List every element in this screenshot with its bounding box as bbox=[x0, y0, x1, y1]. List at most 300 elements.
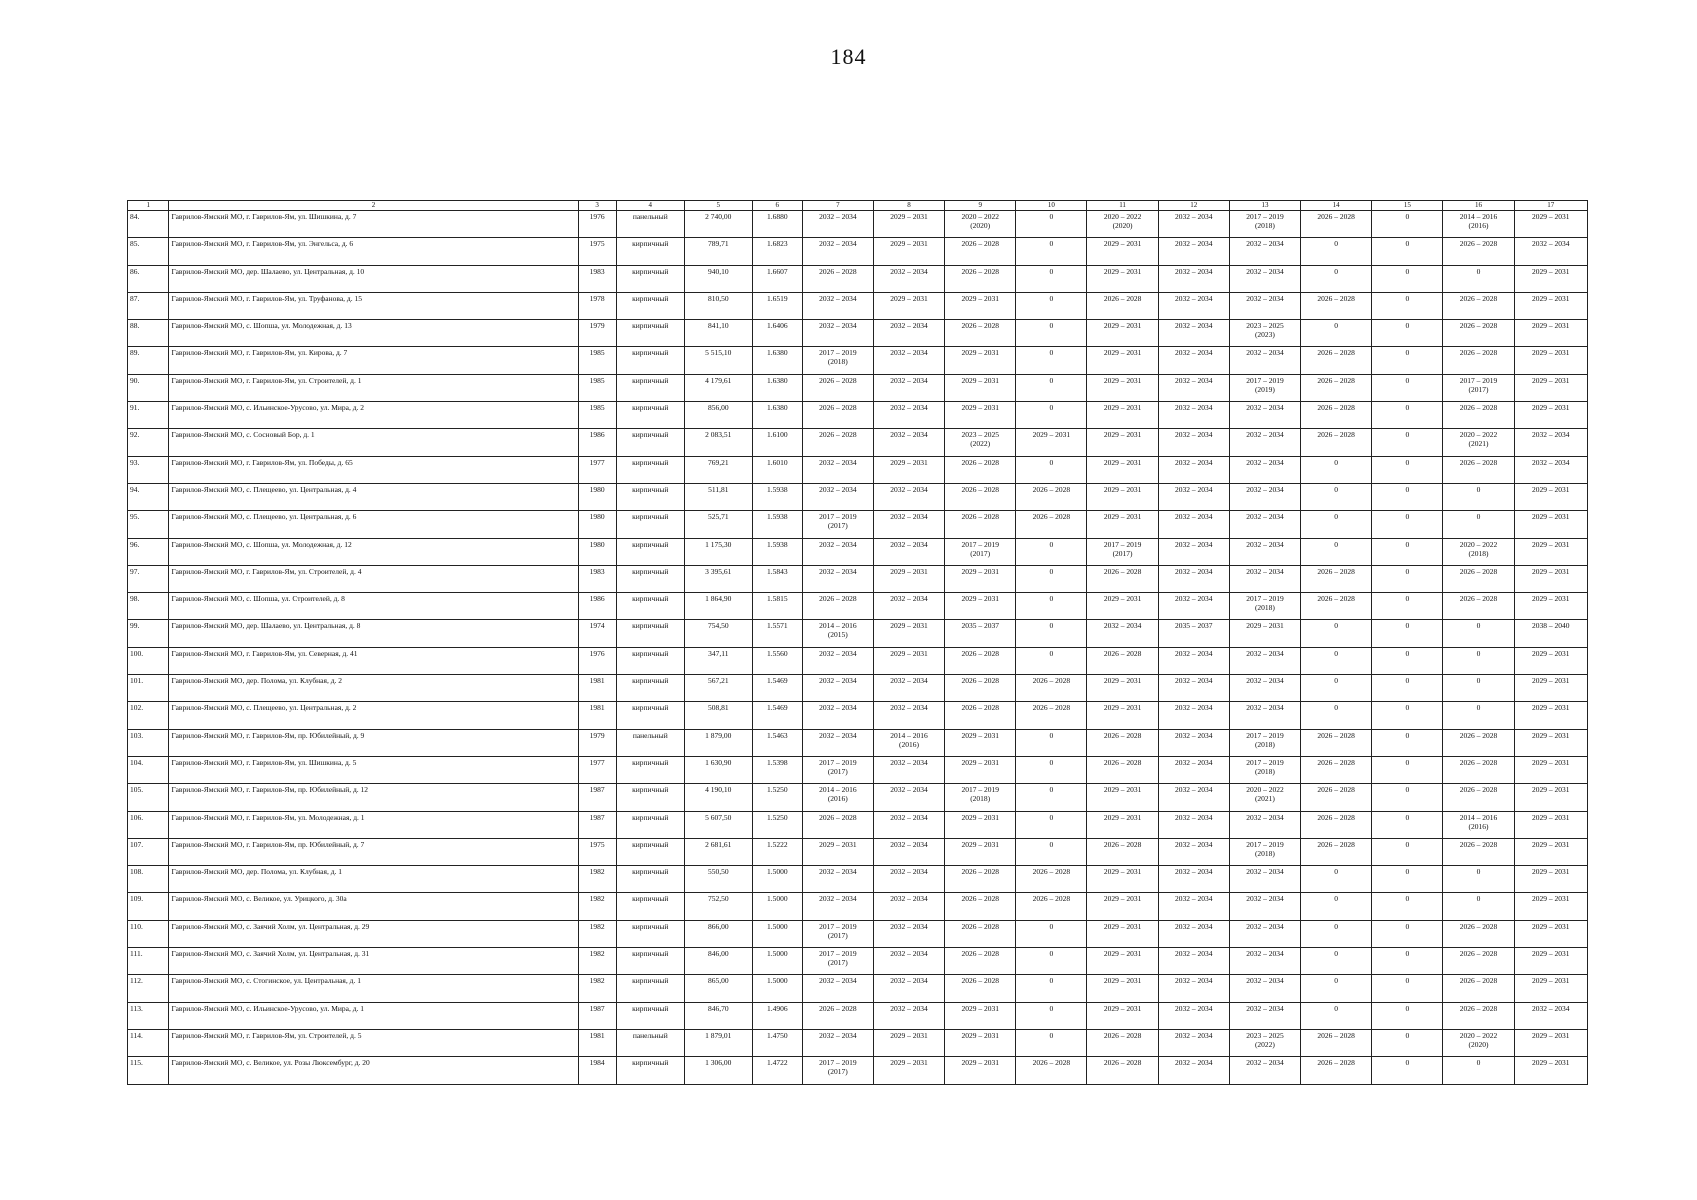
row-number-cell: 111. bbox=[128, 948, 169, 975]
value-cell: 2032 – 2034 bbox=[873, 784, 944, 811]
value-cell: 2032 – 2034 bbox=[1158, 593, 1229, 620]
value-cell: 2032 – 2034 bbox=[873, 866, 944, 893]
value-cell: 2026 – 2028 bbox=[1016, 675, 1087, 702]
column-header-15: 15 bbox=[1372, 201, 1443, 211]
value-cell: 2032 – 2034 bbox=[873, 429, 944, 456]
value-cell: 0 bbox=[1301, 538, 1372, 565]
period-text: 2020 – 2022 bbox=[961, 212, 999, 221]
value-cell: 2029 – 2031 bbox=[1514, 292, 1587, 319]
value-cell: 2029 – 2031 bbox=[1514, 320, 1587, 347]
table-row bbox=[128, 675, 1588, 702]
value-cell: 0 bbox=[1372, 756, 1443, 783]
period-text: 2023 – 2025 bbox=[1246, 321, 1284, 331]
value-cell bbox=[1229, 784, 1300, 811]
value-cell: 2029 – 2031 bbox=[1514, 511, 1587, 538]
row-number-cell: 101. bbox=[128, 675, 169, 702]
value-cell: 754,50 bbox=[684, 620, 752, 647]
value-cell: 2032 – 2034 bbox=[1229, 265, 1300, 292]
row-number-cell: 102. bbox=[128, 702, 169, 729]
value-cell: 2029 – 2031 bbox=[1087, 374, 1158, 401]
value-cell bbox=[1229, 593, 1300, 620]
value-cell: 2032 – 2034 bbox=[802, 292, 873, 319]
year-text: (2016) bbox=[1468, 221, 1489, 230]
period-text: 2017 – 2019 bbox=[1459, 375, 1498, 385]
value-cell bbox=[1443, 429, 1514, 456]
value-cell: 1.6380 bbox=[752, 402, 802, 429]
value-cell bbox=[802, 1057, 873, 1084]
value-cell: 567,21 bbox=[684, 675, 752, 702]
value-cell bbox=[1229, 1029, 1300, 1056]
value-cell: 1982 bbox=[578, 975, 616, 1002]
value-cell: 2029 – 2031 bbox=[945, 838, 1016, 865]
value-cell: 2029 – 2031 bbox=[945, 1002, 1016, 1029]
value-cell: 2026 – 2028 bbox=[1443, 292, 1514, 319]
column-header-8: 8 bbox=[873, 201, 944, 211]
address-cell: Гаврилов-Ямский МО, с. Великое, ул. Розы Люксембург, д. 20 bbox=[169, 1057, 578, 1084]
value-cell: 2026 – 2028 bbox=[1443, 593, 1514, 620]
value-cell: 2029 – 2031 bbox=[1514, 729, 1587, 756]
column-header-4: 4 bbox=[616, 201, 684, 211]
table-row bbox=[128, 538, 1588, 565]
value-cell: 1.5469 bbox=[752, 675, 802, 702]
value-cell: 2032 – 2034 bbox=[1158, 538, 1229, 565]
value-cell: 2032 – 2034 bbox=[1229, 511, 1300, 538]
row-number-cell: 107. bbox=[128, 838, 169, 865]
value-cell: 2026 – 2028 bbox=[1016, 1057, 1087, 1084]
period-text: 2017 – 2019 bbox=[961, 785, 999, 795]
value-cell: 2029 – 2031 bbox=[945, 729, 1016, 756]
value-cell: 1976 bbox=[578, 211, 616, 238]
value-cell: 2032 – 2034 bbox=[1229, 1002, 1300, 1029]
period-text: 2017 – 2019 bbox=[819, 949, 857, 959]
value-cell: 2026 – 2028 bbox=[1301, 211, 1372, 238]
value-cell: 2029 – 2031 bbox=[873, 238, 944, 265]
value-cell: кирпичный bbox=[616, 265, 684, 292]
value-cell: 2026 – 2028 bbox=[1016, 483, 1087, 510]
year-text: (2015) bbox=[827, 630, 848, 640]
value-cell: 1987 bbox=[578, 1002, 616, 1029]
value-cell: 1.6519 bbox=[752, 292, 802, 319]
value-cell: 2032 – 2034 bbox=[1158, 292, 1229, 319]
value-cell: 1.5250 bbox=[752, 811, 802, 838]
value-cell: 846,70 bbox=[684, 1002, 752, 1029]
value-cell: 2029 – 2031 bbox=[873, 211, 944, 238]
column-header-17: 17 bbox=[1514, 201, 1587, 211]
value-cell: 1.5815 bbox=[752, 593, 802, 620]
value-cell: 2038 – 2040 bbox=[1514, 620, 1587, 647]
period-text: 2017 – 2019 bbox=[1246, 375, 1284, 385]
value-cell: 1.6010 bbox=[752, 456, 802, 483]
value-cell: 2035 – 2037 bbox=[1158, 620, 1229, 647]
value-cell: 2026 – 2028 bbox=[945, 320, 1016, 347]
value-cell: 1987 bbox=[578, 784, 616, 811]
address-cell: Гаврилов-Ямский МО, г. Гаврилов-Ям, ул. Молодежная, д. 1 bbox=[169, 811, 578, 838]
value-cell: 0 bbox=[1372, 211, 1443, 238]
value-cell: 0 bbox=[1301, 483, 1372, 510]
period-text: 2014 – 2016 bbox=[1459, 812, 1498, 822]
value-cell: 1.6406 bbox=[752, 320, 802, 347]
value-cell bbox=[802, 920, 873, 947]
table-row bbox=[128, 211, 1588, 238]
value-cell: 2029 – 2031 bbox=[1087, 702, 1158, 729]
value-cell: 2032 – 2034 bbox=[873, 702, 944, 729]
value-cell: 1.6823 bbox=[752, 238, 802, 265]
value-cell: 2032 – 2034 bbox=[802, 456, 873, 483]
value-cell: 2029 – 2031 bbox=[1514, 838, 1587, 865]
value-cell: кирпичный bbox=[616, 948, 684, 975]
value-cell: 1 879,01 bbox=[684, 1029, 752, 1056]
value-cell: кирпичный bbox=[616, 565, 684, 592]
table-row bbox=[128, 238, 1588, 265]
row-number-cell: 96. bbox=[128, 538, 169, 565]
row-number-cell: 89. bbox=[128, 347, 169, 374]
period-text: 2017 – 2019 bbox=[819, 1058, 857, 1068]
value-cell bbox=[1229, 729, 1300, 756]
period-text: 2017 – 2019 bbox=[1103, 539, 1142, 549]
year-text: (2021) bbox=[1468, 439, 1489, 449]
value-cell: 2032 – 2034 bbox=[1158, 402, 1229, 429]
value-cell: 2029 – 2031 bbox=[1514, 675, 1587, 702]
column-number-header bbox=[128, 201, 1588, 211]
value-cell: 2026 – 2028 bbox=[1443, 948, 1514, 975]
table-row bbox=[128, 784, 1588, 811]
value-cell: 2026 – 2028 bbox=[802, 429, 873, 456]
value-cell: кирпичный bbox=[616, 920, 684, 947]
value-cell: 2032 – 2034 bbox=[873, 483, 944, 510]
period-text: 2020 – 2022 bbox=[1103, 212, 1142, 221]
value-cell: кирпичный bbox=[616, 347, 684, 374]
value-cell: 0 bbox=[1443, 675, 1514, 702]
value-cell: 2029 – 2031 bbox=[1514, 920, 1587, 947]
year-text: (2021) bbox=[1254, 794, 1275, 804]
value-cell: 2029 – 2031 bbox=[945, 347, 1016, 374]
value-cell: 1981 bbox=[578, 702, 616, 729]
value-cell: 2029 – 2031 bbox=[1514, 647, 1587, 674]
column-header-1: 1 bbox=[128, 201, 169, 211]
value-cell: 2032 – 2034 bbox=[1229, 1057, 1300, 1084]
year-text: (2017) bbox=[827, 766, 848, 776]
value-cell: 2032 – 2034 bbox=[1158, 1002, 1229, 1029]
value-cell: 2029 – 2031 bbox=[945, 565, 1016, 592]
value-cell bbox=[802, 948, 873, 975]
value-cell: 1.5250 bbox=[752, 784, 802, 811]
value-cell: 2029 – 2031 bbox=[1087, 675, 1158, 702]
value-cell: кирпичный bbox=[616, 374, 684, 401]
value-cell: 2032 – 2034 bbox=[1158, 1029, 1229, 1056]
address-cell: Гаврилов-Ямский МО, с. Ильинское-Урусово, ул. Мира, д. 1 bbox=[169, 1002, 578, 1029]
value-cell: 1984 bbox=[578, 1057, 616, 1084]
value-cell bbox=[945, 538, 1016, 565]
value-cell bbox=[1229, 838, 1300, 865]
value-cell bbox=[1229, 211, 1300, 238]
value-cell: кирпичный bbox=[616, 456, 684, 483]
value-cell: 2029 – 2031 bbox=[1514, 1057, 1587, 1084]
value-cell: 0 bbox=[1372, 1057, 1443, 1084]
page-number: 184 bbox=[830, 44, 867, 69]
table-row bbox=[128, 1029, 1588, 1056]
address-cell: Гаврилов-Ямский МО, с. Заячий Холм, ул. Центральная, д. 29 bbox=[169, 920, 578, 947]
value-cell: 0 bbox=[1301, 893, 1372, 920]
value-cell: 2026 – 2028 bbox=[802, 1002, 873, 1029]
value-cell: 866,00 bbox=[684, 920, 752, 947]
value-cell: 2026 – 2028 bbox=[1301, 838, 1372, 865]
value-cell: 2 083,51 bbox=[684, 429, 752, 456]
value-cell: 2026 – 2028 bbox=[1016, 702, 1087, 729]
year-text: (2016) bbox=[827, 794, 848, 804]
period-text: 2017 – 2019 bbox=[819, 348, 857, 358]
value-cell: 769,21 bbox=[684, 456, 752, 483]
value-cell: 3 395,61 bbox=[684, 565, 752, 592]
table-row bbox=[128, 647, 1588, 674]
value-cell: 0 bbox=[1372, 565, 1443, 592]
value-cell: 789,71 bbox=[684, 238, 752, 265]
value-cell: 2032 – 2034 bbox=[1158, 920, 1229, 947]
value-cell: 0 bbox=[1016, 1029, 1087, 1056]
value-cell: 2029 – 2031 bbox=[1514, 538, 1587, 565]
value-cell: 1980 bbox=[578, 538, 616, 565]
value-cell: 2032 – 2034 bbox=[873, 402, 944, 429]
value-cell: 0 bbox=[1443, 620, 1514, 647]
value-cell: 0 bbox=[1372, 347, 1443, 374]
value-cell: кирпичный bbox=[616, 483, 684, 510]
value-cell: 2026 – 2028 bbox=[945, 675, 1016, 702]
year-text: (2018) bbox=[1254, 603, 1275, 613]
value-cell: 0 bbox=[1016, 402, 1087, 429]
value-cell: 0 bbox=[1301, 675, 1372, 702]
value-cell: 2032 – 2034 bbox=[1229, 456, 1300, 483]
value-cell: 846,00 bbox=[684, 948, 752, 975]
address-cell: Гаврилов-Ямский МО, дер. Шалаево, ул. Центральная, д. 10 bbox=[169, 265, 578, 292]
value-cell: 2026 – 2028 bbox=[802, 811, 873, 838]
value-cell: кирпичный bbox=[616, 702, 684, 729]
address-cell: Гаврилов-Ямский МО, г. Гаврилов-Ям, ул. Кирова, д. 7 bbox=[169, 347, 578, 374]
period-text: 2017 – 2019 bbox=[1246, 594, 1284, 604]
value-cell: 1979 bbox=[578, 729, 616, 756]
value-cell: 2032 – 2034 bbox=[873, 838, 944, 865]
value-cell: 2029 – 2031 bbox=[1514, 784, 1587, 811]
address-cell: Гаврилов-Ямский МО, г. Гаврилов-Ям, ул. Строителей, д. 4 bbox=[169, 565, 578, 592]
value-cell: 2026 – 2028 bbox=[1443, 456, 1514, 483]
value-cell: 1977 bbox=[578, 756, 616, 783]
period-text: 2017 – 2019 bbox=[1246, 757, 1284, 767]
year-text: (2018) bbox=[1254, 766, 1275, 776]
value-cell: 1.6380 bbox=[752, 374, 802, 401]
period-text: 2023 – 2025 bbox=[1246, 1030, 1284, 1040]
value-cell: 2032 – 2034 bbox=[1229, 347, 1300, 374]
value-cell: 2029 – 2031 bbox=[1514, 211, 1587, 238]
row-number-cell: 85. bbox=[128, 238, 169, 265]
table-row bbox=[128, 320, 1588, 347]
value-cell: 2026 – 2028 bbox=[1301, 374, 1372, 401]
value-cell: 2026 – 2028 bbox=[945, 483, 1016, 510]
address-cell: Гаврилов-Ямский МО, с. Ильинское-Урусово, ул. Мира, д. 2 bbox=[169, 402, 578, 429]
value-cell bbox=[802, 784, 873, 811]
value-cell: 0 bbox=[1372, 1002, 1443, 1029]
value-cell: 2029 – 2031 bbox=[1087, 347, 1158, 374]
year-text: (2017) bbox=[1468, 384, 1489, 394]
column-header-6: 6 bbox=[752, 201, 802, 211]
value-cell: 1982 bbox=[578, 866, 616, 893]
value-cell: 1.6880 bbox=[752, 211, 802, 238]
row-number-cell: 106. bbox=[128, 811, 169, 838]
row-number-cell: 86. bbox=[128, 265, 169, 292]
value-cell: 2032 – 2034 bbox=[873, 675, 944, 702]
value-cell: 2029 – 2031 bbox=[1514, 1029, 1587, 1056]
address-cell: Гаврилов-Ямский МО, с. Шопша, ул. Молодежная, д. 12 bbox=[169, 538, 578, 565]
row-number-cell: 87. bbox=[128, 292, 169, 319]
value-cell: 2029 – 2031 bbox=[945, 811, 1016, 838]
value-cell: 0 bbox=[1016, 811, 1087, 838]
value-cell: 2029 – 2031 bbox=[1087, 784, 1158, 811]
value-cell: 2032 – 2034 bbox=[1158, 975, 1229, 1002]
value-cell: 511,81 bbox=[684, 483, 752, 510]
value-cell: 0 bbox=[1372, 374, 1443, 401]
value-cell: 1.5398 bbox=[752, 756, 802, 783]
value-cell: 2032 – 2034 bbox=[802, 1029, 873, 1056]
row-number-cell: 97. bbox=[128, 565, 169, 592]
value-cell: 1978 bbox=[578, 292, 616, 319]
value-cell: 2032 – 2034 bbox=[1229, 702, 1300, 729]
value-cell: кирпичный bbox=[616, 1002, 684, 1029]
value-cell: 2026 – 2028 bbox=[802, 374, 873, 401]
value-cell: 2026 – 2028 bbox=[1301, 565, 1372, 592]
value-cell bbox=[1087, 538, 1158, 565]
value-cell: 2026 – 2028 bbox=[1301, 1057, 1372, 1084]
address-cell: Гаврилов-Ямский МО, с. Заячий Холм, ул. Центральная, д. 31 bbox=[169, 948, 578, 975]
row-number-cell: 98. bbox=[128, 593, 169, 620]
value-cell: 2029 – 2031 bbox=[1087, 456, 1158, 483]
value-cell: 2029 – 2031 bbox=[1514, 565, 1587, 592]
value-cell: 2026 – 2028 bbox=[1087, 729, 1158, 756]
value-cell: 2032 – 2034 bbox=[873, 593, 944, 620]
value-cell bbox=[1443, 538, 1514, 565]
value-cell: 2032 – 2034 bbox=[1229, 429, 1300, 456]
value-cell: 865,00 bbox=[684, 975, 752, 1002]
value-cell: 1983 bbox=[578, 565, 616, 592]
value-cell: 0 bbox=[1372, 593, 1443, 620]
value-cell: 2026 – 2028 bbox=[945, 702, 1016, 729]
period-text: 2017 – 2019 bbox=[1246, 730, 1284, 740]
value-cell: 1981 bbox=[578, 675, 616, 702]
value-cell: 2032 – 2034 bbox=[1158, 347, 1229, 374]
value-cell: кирпичный bbox=[616, 675, 684, 702]
value-cell: 2026 – 2028 bbox=[1443, 920, 1514, 947]
value-cell bbox=[1443, 211, 1514, 238]
table-row bbox=[128, 1002, 1588, 1029]
value-cell: 2026 – 2028 bbox=[1016, 893, 1087, 920]
value-cell: 2032 – 2034 bbox=[1514, 456, 1587, 483]
value-cell: 2026 – 2028 bbox=[1301, 347, 1372, 374]
value-cell: 2032 – 2034 bbox=[1158, 647, 1229, 674]
value-cell: 2026 – 2028 bbox=[1443, 238, 1514, 265]
period-text: 2017 – 2019 bbox=[819, 757, 857, 767]
value-cell: 1.5938 bbox=[752, 483, 802, 510]
value-cell: 2026 – 2028 bbox=[1301, 811, 1372, 838]
value-cell: 2029 – 2031 bbox=[1514, 265, 1587, 292]
value-cell: 0 bbox=[1016, 756, 1087, 783]
address-cell: Гаврилов-Ямский МО, г. Гаврилов-Ям, ул. Шишкина, д. 7 bbox=[169, 211, 578, 238]
value-cell: 0 bbox=[1016, 948, 1087, 975]
value-cell: 2029 – 2031 bbox=[873, 456, 944, 483]
year-text: (2017) bbox=[970, 548, 991, 558]
value-cell: 2032 – 2034 bbox=[802, 647, 873, 674]
value-cell: 2032 – 2034 bbox=[1158, 483, 1229, 510]
value-cell: 1.5938 bbox=[752, 538, 802, 565]
value-cell: 2032 – 2034 bbox=[1229, 292, 1300, 319]
value-cell: 2029 – 2031 bbox=[1016, 429, 1087, 456]
value-cell: 1 630,90 bbox=[684, 756, 752, 783]
value-cell: 810,50 bbox=[684, 292, 752, 319]
value-cell: 0 bbox=[1372, 675, 1443, 702]
value-cell: 2032 – 2034 bbox=[802, 565, 873, 592]
value-cell: 2029 – 2031 bbox=[945, 402, 1016, 429]
value-cell: 1 864,90 bbox=[684, 593, 752, 620]
value-cell: 0 bbox=[1372, 456, 1443, 483]
value-cell: 1.4722 bbox=[752, 1057, 802, 1084]
value-cell: 1980 bbox=[578, 483, 616, 510]
value-cell: 2029 – 2031 bbox=[873, 292, 944, 319]
value-cell: 0 bbox=[1301, 920, 1372, 947]
value-cell: 0 bbox=[1372, 1029, 1443, 1056]
row-number-cell: 108. bbox=[128, 866, 169, 893]
value-cell: 1982 bbox=[578, 948, 616, 975]
value-cell: 2029 – 2031 bbox=[1087, 402, 1158, 429]
value-cell: 1.4750 bbox=[752, 1029, 802, 1056]
value-cell: 2029 – 2031 bbox=[1514, 893, 1587, 920]
address-cell: Гаврилов-Ямский МО, с. Плещеево, ул. Центральная, д. 4 bbox=[169, 483, 578, 510]
year-text: (2022) bbox=[970, 439, 991, 449]
value-cell: 2026 – 2028 bbox=[1087, 1057, 1158, 1084]
value-cell bbox=[945, 784, 1016, 811]
value-cell: 0 bbox=[1372, 702, 1443, 729]
value-cell: 2032 – 2034 bbox=[1229, 238, 1300, 265]
year-text: (2017) bbox=[827, 521, 848, 531]
value-cell: 0 bbox=[1372, 893, 1443, 920]
value-cell: 2032 – 2034 bbox=[802, 238, 873, 265]
value-cell: 2026 – 2028 bbox=[1443, 320, 1514, 347]
value-cell: 2032 – 2034 bbox=[1158, 429, 1229, 456]
value-cell: 2032 – 2034 bbox=[1514, 1002, 1587, 1029]
year-text: (2016) bbox=[899, 739, 919, 749]
value-cell: 2032 – 2034 bbox=[802, 483, 873, 510]
value-cell: 0 bbox=[1443, 647, 1514, 674]
value-cell: 0 bbox=[1016, 920, 1087, 947]
value-cell: кирпичный bbox=[616, 593, 684, 620]
value-cell: 2026 – 2028 bbox=[945, 893, 1016, 920]
value-cell bbox=[802, 620, 873, 647]
value-cell: 0 bbox=[1372, 866, 1443, 893]
value-cell: 2029 – 2031 bbox=[873, 620, 944, 647]
row-number-cell: 88. bbox=[128, 320, 169, 347]
address-cell: Гаврилов-Ямский МО, г. Гаврилов-Ям, ул. Победы, д. 65 bbox=[169, 456, 578, 483]
value-cell: 0 bbox=[1443, 1057, 1514, 1084]
value-cell: 2032 – 2034 bbox=[873, 811, 944, 838]
value-cell: 1975 bbox=[578, 238, 616, 265]
value-cell: 4 179,61 bbox=[684, 374, 752, 401]
value-cell: 2029 – 2031 bbox=[1087, 975, 1158, 1002]
value-cell: 550,50 bbox=[684, 866, 752, 893]
value-cell bbox=[1443, 1029, 1514, 1056]
year-text: (2018) bbox=[1254, 848, 1275, 858]
value-cell: 1.5222 bbox=[752, 838, 802, 865]
period-text: 2017 – 2019 bbox=[961, 539, 999, 549]
value-cell: 0 bbox=[1443, 483, 1514, 510]
value-cell: 2026 – 2028 bbox=[1301, 756, 1372, 783]
value-cell: 2029 – 2031 bbox=[945, 756, 1016, 783]
value-cell: 2 681,61 bbox=[684, 838, 752, 865]
value-cell: 1.6100 bbox=[752, 429, 802, 456]
value-cell: кирпичный bbox=[616, 620, 684, 647]
